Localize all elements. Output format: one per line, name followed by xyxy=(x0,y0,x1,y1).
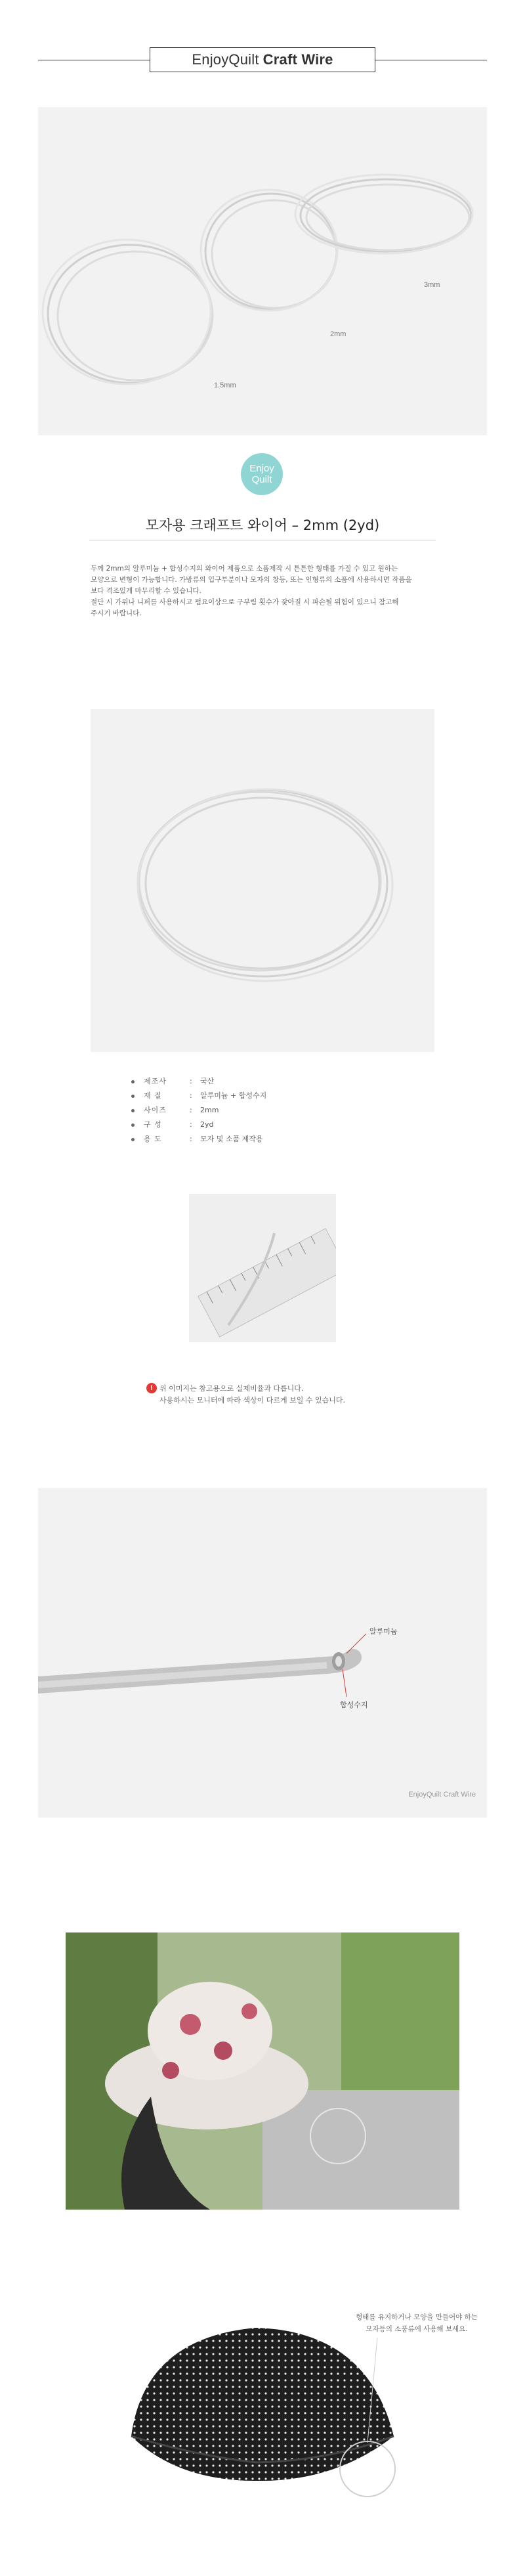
description-line: 절단 시 가위나 니퍼를 사용하시고 펌요이상으로 구부림 횟수가 잦아질 시 파손될 위험이 있으니 참고해 xyxy=(91,598,399,606)
caption-line1: 형태를 유지하거나 모양을 만들어야 하는 xyxy=(356,2313,478,2321)
wire-coils-illustration xyxy=(38,107,487,435)
spec-key: 구 성 xyxy=(144,1120,162,1129)
description-line: 모양으로 변형이 가능합니다. 가방류의 입구부분이나 모자의 창등, 또는 인형류의 소품에 사용하시면 작품을 xyxy=(91,576,412,584)
spec-key: 사이즈 xyxy=(144,1106,167,1114)
brand-badge xyxy=(241,453,283,495)
badge-line1: Enjoy xyxy=(249,463,274,474)
label-resin: 합성수지 xyxy=(340,1701,368,1709)
spec-key: 재 질 xyxy=(144,1091,162,1100)
description-line: 보다 격조있게 마무리할 수 있습니다. xyxy=(91,587,201,595)
bullet xyxy=(131,1124,135,1127)
spec-row: 사이즈 : 2mm xyxy=(131,1103,266,1118)
dotted-hat-illustration xyxy=(118,2311,407,2508)
spec-row: 제조사 : 국산 xyxy=(131,1074,266,1089)
label-aluminum: 알루미늄 xyxy=(369,1627,398,1636)
badge-line2: Quilt xyxy=(251,474,272,485)
description-line: 두께 2mm의 알루미늄 + 합성수지의 와이어 제품으로 소품제작 시 튼튼한 형태를 가질 수 있고 원하는 xyxy=(91,565,398,573)
cross-section-photo xyxy=(38,1488,487,1818)
notice-line2: 사용하시는 모니터에 따라 색상이 다르게 보일 수 있습니다. xyxy=(159,1396,345,1405)
spec-list xyxy=(131,1074,266,1146)
brand-prefix: EnjoyQuilt xyxy=(192,51,259,68)
notice-line1: 위 이미지는 참고용으로 실제비율과 다릅니다. xyxy=(159,1384,304,1393)
spec-value: 알루미늄 + 합성수지 xyxy=(200,1091,267,1100)
spec-value: 2yd xyxy=(200,1120,214,1129)
coil-photo xyxy=(91,709,434,1052)
brand-suffix: Craft Wire xyxy=(262,51,333,68)
spec-value: 모자 및 소품 제작용 xyxy=(200,1135,263,1143)
description-line: 주시기 바랍니다. xyxy=(91,609,142,617)
hat-model-illustration xyxy=(66,1932,459,2210)
ruler-illustration xyxy=(189,1194,336,1342)
spec-row: 재 질 : 알루미늄 + 합성수지 xyxy=(131,1089,266,1103)
bullet xyxy=(131,1095,135,1098)
hat-model-photo xyxy=(66,1932,459,2210)
bullet xyxy=(131,1138,135,1141)
spec-row: 용 도 : 모자 및 소품 제작용 xyxy=(131,1132,266,1146)
hero-photo xyxy=(38,107,487,435)
ruler-photo xyxy=(189,1194,336,1342)
wire-cross-section-illustration xyxy=(38,1488,487,1818)
product-description xyxy=(91,563,438,619)
wire-label-1: 1.5mm xyxy=(214,382,236,389)
bullet xyxy=(131,1109,135,1112)
spec-value: 국산 xyxy=(200,1077,215,1085)
bullet xyxy=(131,1080,135,1083)
wire-label-3: 3mm xyxy=(424,281,440,289)
notice xyxy=(150,1383,345,1407)
photo-credit: EnjoyQuilt Craft Wire xyxy=(408,1791,476,1799)
spec-key: 제조사 xyxy=(144,1077,167,1085)
warning-icon: ! xyxy=(146,1383,157,1393)
product-title: 모자용 크래프트 와이어 – 2mm (2yd) xyxy=(145,517,380,533)
spec-value: 2mm xyxy=(200,1106,219,1114)
spec-key: 용 도 xyxy=(144,1135,162,1143)
caption-line2: 모자등의 소품류에 사용해 보세요. xyxy=(366,2325,468,2333)
brand-header xyxy=(150,47,375,72)
single-coil-illustration xyxy=(91,709,434,1052)
spec-row: 구 성 : 2yd xyxy=(131,1118,266,1132)
wire-label-2: 2mm xyxy=(330,330,346,338)
